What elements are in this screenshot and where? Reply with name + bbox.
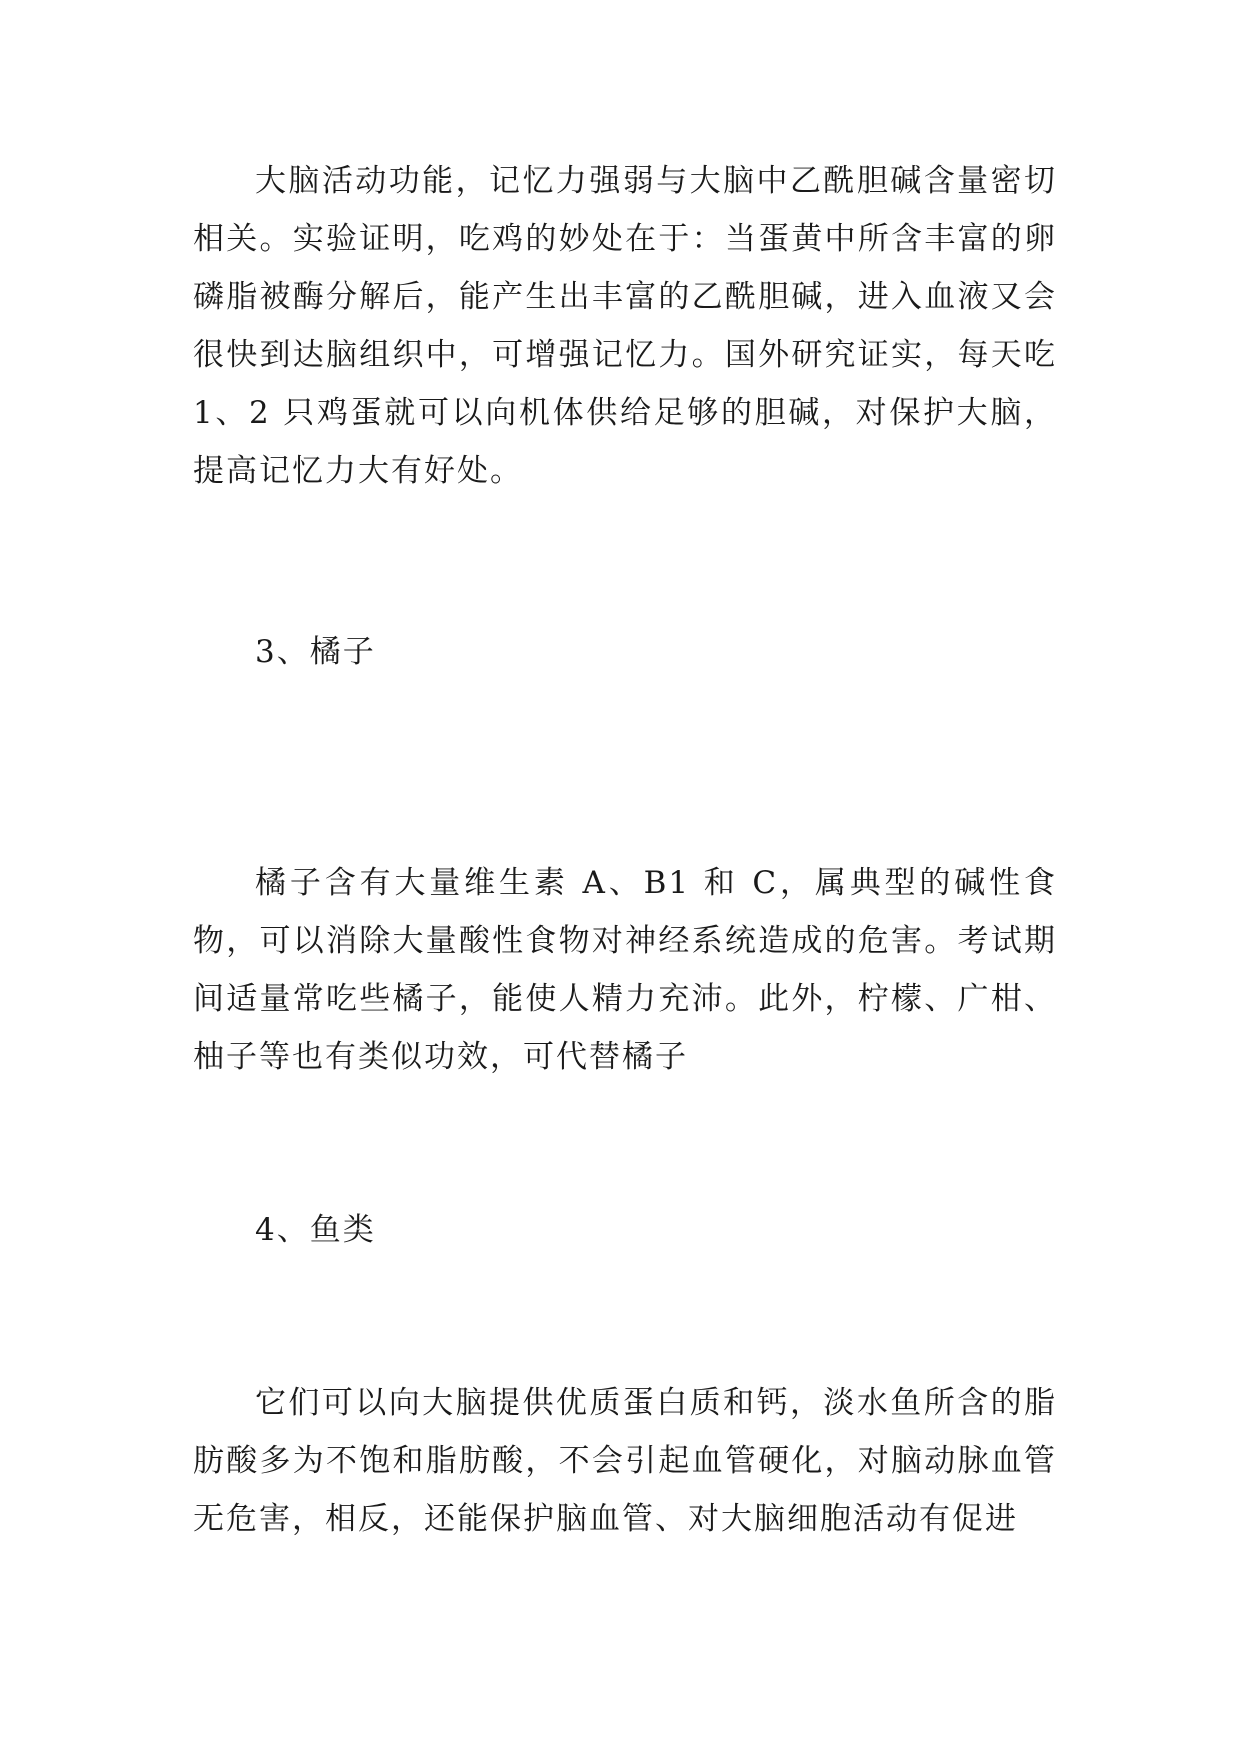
paragraph-oranges: 橘子含有大量维生素 A、B1 和 C，属典型的碱性食物，可以消除大量酸性食物对神经系统造成的危害。考试期间适量常吃些橘子，能使人精力充沛。此外，柠檬、广柑、柚子等也有类似功效，可代替橘子 [193, 865, 1057, 1075]
section-heading-oranges: 3、橘子 [255, 634, 376, 670]
paragraph-fish: 它们可以向大脑提供优质蛋白质和钙，淡水鱼所含的脂肪酸多为不饱和脂肪酸，不会引起血管硬化，对脑动脉血管无危害，相反，还能保护脑血管、对大脑细胞活动有促进 [193, 1385, 1057, 1537]
section-heading-fish: 4、鱼类 [255, 1212, 376, 1248]
document-body [193, 152, 1057, 1548]
paragraph-eggs: 大脑活动功能，记忆力强弱与大脑中乙酰胆碱含量密切相关。实验证明，吃鸡的妙处在于：当蛋黄中所含丰富的卵磷脂被酶分解后，能产生出丰富的乙酰胆碱，进入血液又会很快到达脑组织中，可增强记忆力。国外研究证实，每天吃 1、2 只鸡蛋就可以向机体供给足够的胆碱，对保护大脑，提高记忆力大有好处。 [193, 163, 1057, 489]
